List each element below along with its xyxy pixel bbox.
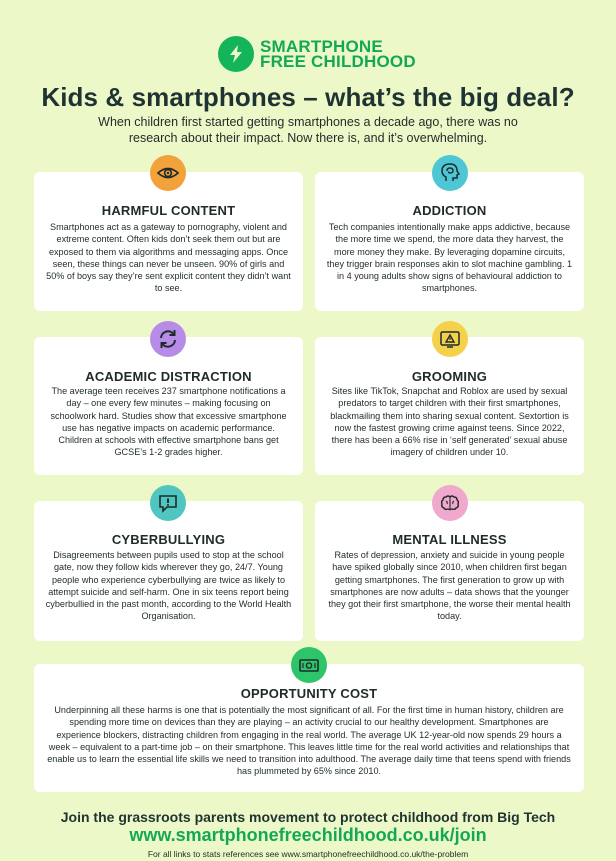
join-link[interactable]: www.smartphonefreechildhood.co.uk/join xyxy=(129,825,487,845)
money-note-icon xyxy=(291,647,327,683)
brand-line-1: SMARTPHONE xyxy=(260,37,383,56)
lightning-bolt-icon xyxy=(218,36,254,72)
card-body: Smartphones act as a gateway to pornography, violent and extreme content. Often kids don’t seek them out but are exposed to them via algorithms and messaging apps. Once seen, these things can never be unseen. 90% of girls and 50% of boys say they’re sent explicit content they didn’t want to see. xyxy=(46,222,291,294)
brain-icon xyxy=(432,485,468,521)
page-title: Kids & smartphones – what’s the big deal? xyxy=(41,82,575,112)
card-addiction xyxy=(315,172,584,311)
footnote: For all links to stats references see www.smartphonefreechildhood.co.uk/the-problem xyxy=(147,849,469,859)
brand-line-2: FREE CHILDHOOD xyxy=(260,52,416,71)
card-body: Disagreements between pupils used to stop at the school gate, now they follow kids wherever they go, 24/7. Young people who experience cyberbullying are twice as likely to attempt suicide and self-harm. One in six teens report being cyberbullied in the past month, according to the World Health Organisation. xyxy=(45,550,292,622)
card-title: ADDICTION xyxy=(412,203,487,218)
card-body: Sites like TikTok, Snapchat and Roblox are used by sexual predators to target children with their first smartphones, blackmailing them into sharing sexual content. Sextortion is now the fastest growing crime against teens. Since 2022, there has been a 66% rise in ‘self generated’ sexual abuse imagery of children under 10. xyxy=(330,386,569,458)
card-title: HARMFUL CONTENT xyxy=(101,203,236,218)
head-swirl-icon xyxy=(432,155,468,191)
warning-screen-icon xyxy=(432,321,468,357)
brand-logo xyxy=(218,34,416,74)
card-body: Rates of depression, anxiety and suicide in young people have spiked globally since 2010, when children first began getting smartphones. The first generation to grow up with smartphones are now adults – data shows that the younger they got their first smartphone, the worse their mental health today. xyxy=(328,550,571,622)
eye-icon xyxy=(150,155,186,191)
card-academic-distraction xyxy=(34,337,303,475)
card-opportunity-cost xyxy=(34,664,584,792)
brand-name xyxy=(260,39,416,69)
card-cyberbullying xyxy=(34,501,303,641)
alert-bubble-icon xyxy=(150,485,186,521)
card-title: GROOMING xyxy=(411,369,488,384)
card-mental-illness xyxy=(315,501,584,641)
card-body: Underpinning all these harms is one that is potentially the most significant of all. For the first time in human history, children are spending more time on devices than they are playing – an activity crucial to our healthy development. Smartphones are experience blockers, distracting children from engaging in the real world. The average UK 12-year-old now spends 29 hours a week – equivalent to a part-time job – on their smartphone. This leaves little time for the real world activities and relationships that enable us to learn the essential life skills we need to transition into adulthood. The average daily time that teens spend with friends has plummeted by 65% since 2010. xyxy=(47,705,571,777)
call-to-action: Join the grassroots parents movement to protect childhood from Big Tech xyxy=(60,809,556,825)
card-body: The average teen receives 237 smartphone notifications a day – one every few minutes – making focusing on schoolwork hard. Studies show that excessive smartphone use has negative impacts on academic performance. Children at schools with effective smartphone bans get GCSE’s 1-2 grades higher. xyxy=(50,386,287,458)
intro-text: When children first started getting smartphones a decade ago, there was no research about their impact. Now there is, and it’s overwhelming. xyxy=(98,115,518,145)
card-title: OPPORTUNITY COST xyxy=(240,686,378,701)
card-title: CYBERBULLYING xyxy=(111,532,226,547)
card-title: ACADEMIC DISTRACTION xyxy=(85,369,252,384)
card-title: MENTAL ILLNESS xyxy=(392,532,507,547)
card-harmful-content xyxy=(34,172,303,311)
card-grooming xyxy=(315,337,584,475)
refresh-arrows-icon xyxy=(150,321,186,357)
card-body: Tech companies intentionally make apps addictive, because the more time we spend, the more data they harvest, the more money they make. By leveraging dopamine circuits, they trigger brain responses akin to slot machine gambling. 1 in 4 young adults show signs of behavioural addiction to smartphones. xyxy=(326,222,573,294)
